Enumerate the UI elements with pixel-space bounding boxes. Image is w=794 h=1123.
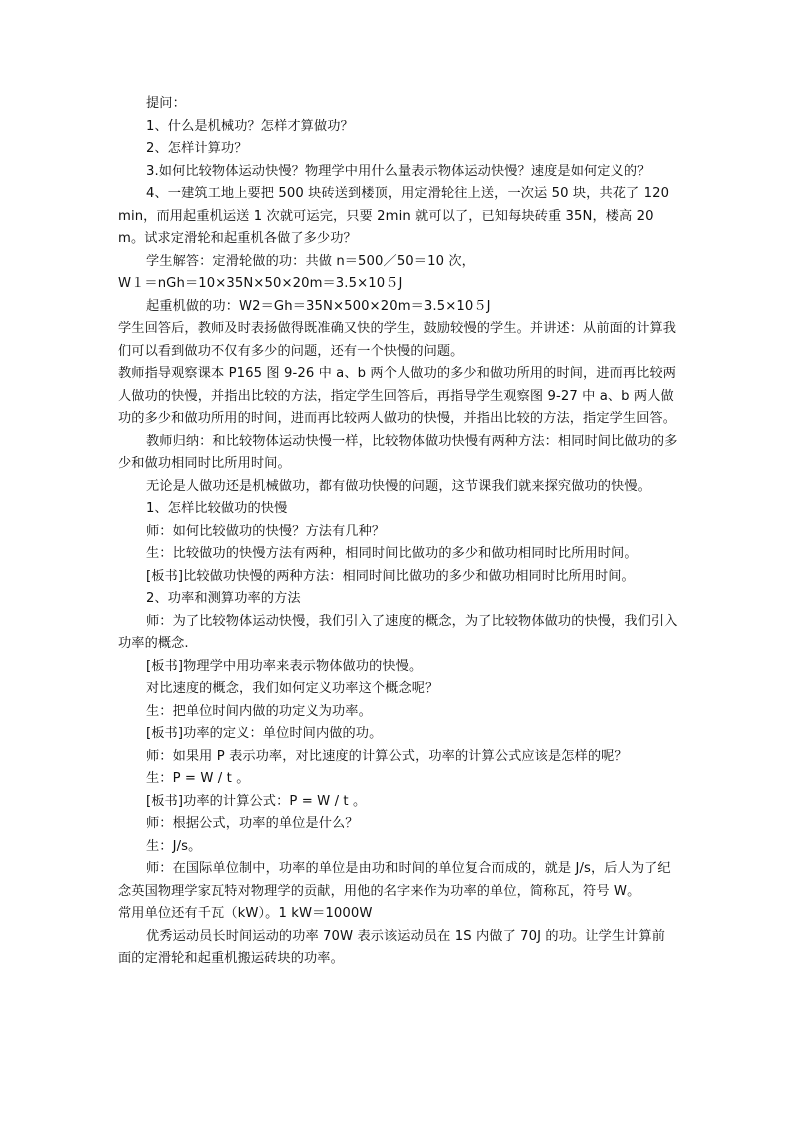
paragraph-define-question: 对比速度的概念，我们如何定义功率这个概念呢？ bbox=[146, 681, 439, 696]
paragraph-teacher-unit-explain: 师：在国际单位制中，功率的单位是由功和时间的单位复合而成的，就是 J/s，后人为了纪念英国物理学家瓦特对物理学的贡献，用他的名字来作为功率的单位，简称瓦，符号 W。 bbox=[118, 861, 671, 899]
paragraph-board-formula: [板书]功率的计算公式：P = W / t 。 bbox=[146, 793, 367, 809]
paragraph-question-intro: 提问： bbox=[146, 96, 186, 111]
paragraph-student-unit: 生：J/s。 bbox=[146, 838, 202, 854]
paragraph-question-2: 2、怎样计算功？ bbox=[146, 141, 248, 156]
paragraph-student-formula: 生：P = W / t 。 bbox=[146, 771, 250, 786]
paragraph-question-1: 1、什么是机械功？怎样才算做功？ bbox=[146, 118, 354, 134]
paragraph-board-1: [板书]比较做功快慢的两种方法：相同时间比做功的多少和做功相同时比所用时间。 bbox=[146, 568, 635, 584]
heading-power-measure: 2、功率和测算功率的方法 bbox=[146, 591, 301, 606]
paragraph-board-2: [板书]物理学中用功率来表示物体做功的快慢。 bbox=[146, 658, 423, 674]
document-body bbox=[118, 93, 678, 971]
paragraph-common-unit: 常用单位还有千瓦（kW）。1 kW＝1000W bbox=[118, 906, 373, 921]
paragraph-teacher-summary: 教师归纳：和比较物体运动快慢一样，比较物体做功快慢有两种方法：相同时间比做功的多少和做功相同时比所用时间。 bbox=[118, 433, 678, 471]
paragraph-question-3: 3.如何比较物体运动快慢？物理学中用什么量表示物体运动快慢？速度是如何定义的？ bbox=[146, 163, 651, 179]
paragraph-intro-power: 无论是人做功还是机械做功，都有做功快慢的问题，这节课我们就来探究做功的快慢。 bbox=[146, 478, 651, 494]
paragraph-teacher-power-intro: 师：为了比较物体运动快慢，我们引入了速度的概念，为了比较物体做功的快慢，我们引入功率的概念. bbox=[118, 613, 678, 651]
heading-compare-speed: 1、怎样比较做功的快慢 bbox=[146, 501, 288, 516]
paragraph-student-answer: 学生解答：定滑轮做的功：共做 n＝500／50＝10 次， bbox=[146, 253, 475, 269]
paragraph-student-a1: 生：比较做功的快慢方法有两种，相同时间比做功的多少和做功相同时比所用时间。 bbox=[146, 546, 638, 561]
paragraph-teacher-q1: 师：如何比较做功的快慢？方法有几种？ bbox=[146, 523, 386, 539]
paragraph-board-definition: [板书]功率的定义：单位时间内做的功。 bbox=[146, 726, 383, 741]
paragraph-crane-work: 起重机做的功：W2＝Gh＝35N×500×20m＝3.5×10５J bbox=[146, 298, 491, 314]
formula-w1: W１＝nGh＝10×35N×50×20m＝3.5×10５J bbox=[118, 276, 403, 291]
paragraph-teacher-formula-q: 师：如果用 P 表示功率，对比速度的计算公式，功率的计算公式应该是怎样的呢？ bbox=[146, 748, 628, 764]
paragraph-teacher-guidance: 教师指导观察课本 P165 图 9-26 中 a、b 两个人做功的多少和做功所用的时间，进而再比较两人做功的快慢，并指出比较的方法，指定学生回答后，再指导学生观察图 9-27 中 a、b 两人做功的多少和做功所用的时间，进而再比较两人做功的快慢，并指出比较的方法，指定学生回答。 bbox=[118, 366, 677, 426]
paragraph-question-4: 4、一建筑工地上要把 500 块砖送到楼顶，用定滑轮往上送，一次运 50 块，共花了 120min，而用起重机运送 1 次就可运完，只要 2min 就可以了，已知每块砖重 35N，楼高 20m。试求定滑轮和起重机各做了多少功？ bbox=[118, 186, 670, 246]
paragraph-student-define: 生：把单位时间内做的功定义为功率。 bbox=[146, 703, 372, 719]
paragraph-teacher-praise: 学生回答后，教师及时表扬做得既准确又快的学生，鼓励较慢的学生。并讲述：从前面的计算我们可以看到做功不仅有多少的问题，还有一个快慢的问题。 bbox=[118, 321, 677, 359]
paragraph-teacher-unit-q: 师：根据公式，功率的单位是什么？ bbox=[146, 816, 359, 831]
paragraph-athlete-power: 优秀运动员长时间运动的功率 70W 表示该运动员在 1S 内做了 70J 的功。让学生计算前面的定滑轮和起重机搬运砖块的功率。 bbox=[118, 928, 665, 966]
